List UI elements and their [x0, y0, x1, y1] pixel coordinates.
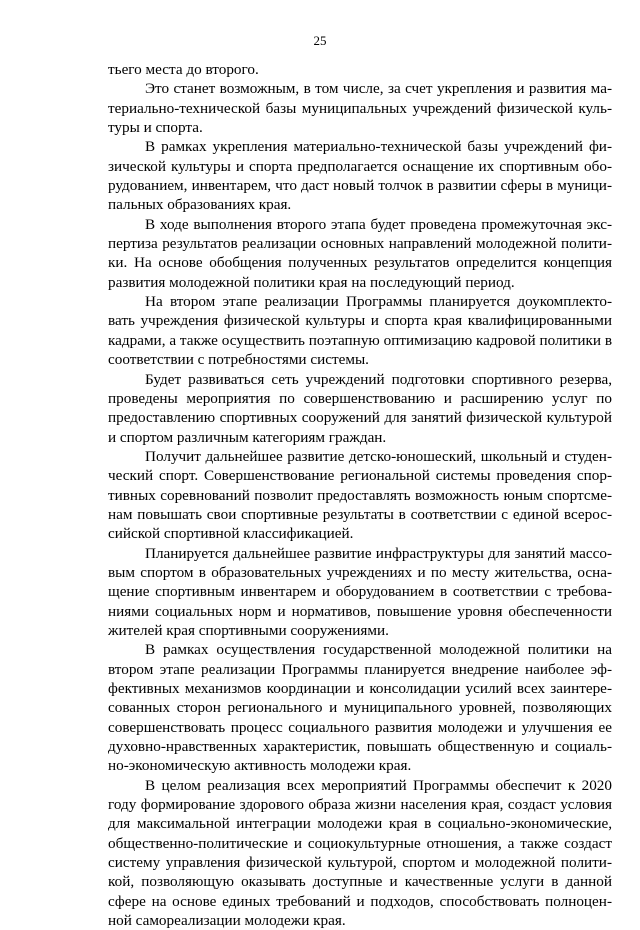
- page-number: 25: [313, 33, 327, 48]
- paragraph: В рамках укрепления материально-технической базы учреждений физической культуры и спорта предполагается оснащение их спортивным оборудованием, инвентарем, что даст новый толчок в развитии сферы в муниципальных образованиях края.: [108, 138, 612, 214]
- paragraph: В целом реализация всех мероприятий Программы обеспечит к 2020 году формирование здорового образа жизни населения края, создаст условия для максимальной интеграции молодежи края в социально-экономические, общественно-политические и социокультурные отношения, а также создаст систему управления физической культурой, спортом и молодежной политикой, позволяющую оказывать доступные и качественные услуги в данной сфере на основе единых требований и подходов, способствовать полноценной самореализации молодежи края.: [108, 776, 612, 930]
- document-body: [108, 60, 612, 930]
- paragraph: В ходе выполнения второго этапа будет проведена промежуточная экспертиза результатов реализации основных направлений молодежной политики. На основе обобщения полученных результатов определится концепция развития молодежной политики края на последующий период.: [108, 215, 612, 291]
- paragraph-continuation: тьего места до второго.: [108, 61, 259, 78]
- paragraph: В рамках осуществления государственной молодежной политики на втором этапе реализации Программы планируется внедрение наиболее эффективных механизмов координации и консолидации усилий всех заинтересованных сторон регионального и муниципального уровней, позволяющих совершенствовать процесс социального развития молодежи и улучшения ее духовно-нравственных характеристик, повышать общественную и социально-экономическую активность молодежи края.: [108, 641, 612, 775]
- paragraph: Будет развиваться сеть учреждений подготовки спортивного резерва, проведены мероприятия по совершенствованию и расширению услуг по предоставлению спортивных сооружений для занятий физической культурой и спортом различным категориям граждан.: [108, 370, 612, 446]
- paragraph: Планируется дальнейшее развитие инфраструктуры для занятий массовым спортом в образовательных учреждениях и по месту жительства, оснащение спортивным инвентарем и оборудованием в соответствии с требованиями социальных норм и нормативов, повышение уровня обеспеченности жителей края спортивными сооружениями.: [108, 544, 612, 639]
- paragraph: Получит дальнейшее развитие детско-юношеский, школьный и студенческий спорт. Совершенствование региональной системы проведения спортивных соревнований позволит предоставлять возможность юным спортсменам повышать свои спортивные результаты в соответствии с единой всероссийской спортивной классификацией.: [108, 447, 612, 543]
- paragraph: Это станет возможным, в том числе, за счет укрепления и развития материально-технической базы муниципальных учреждений физической культуры и спорта.: [108, 80, 612, 137]
- paragraph: На втором этапе реализации Программы планируется доукомплектовать учреждения физической культуры и спорта края квалифицированными кадрами, а также осуществить поэтапную оптимизацию кадровой политики в соответствии с потребностями системы.: [108, 293, 612, 369]
